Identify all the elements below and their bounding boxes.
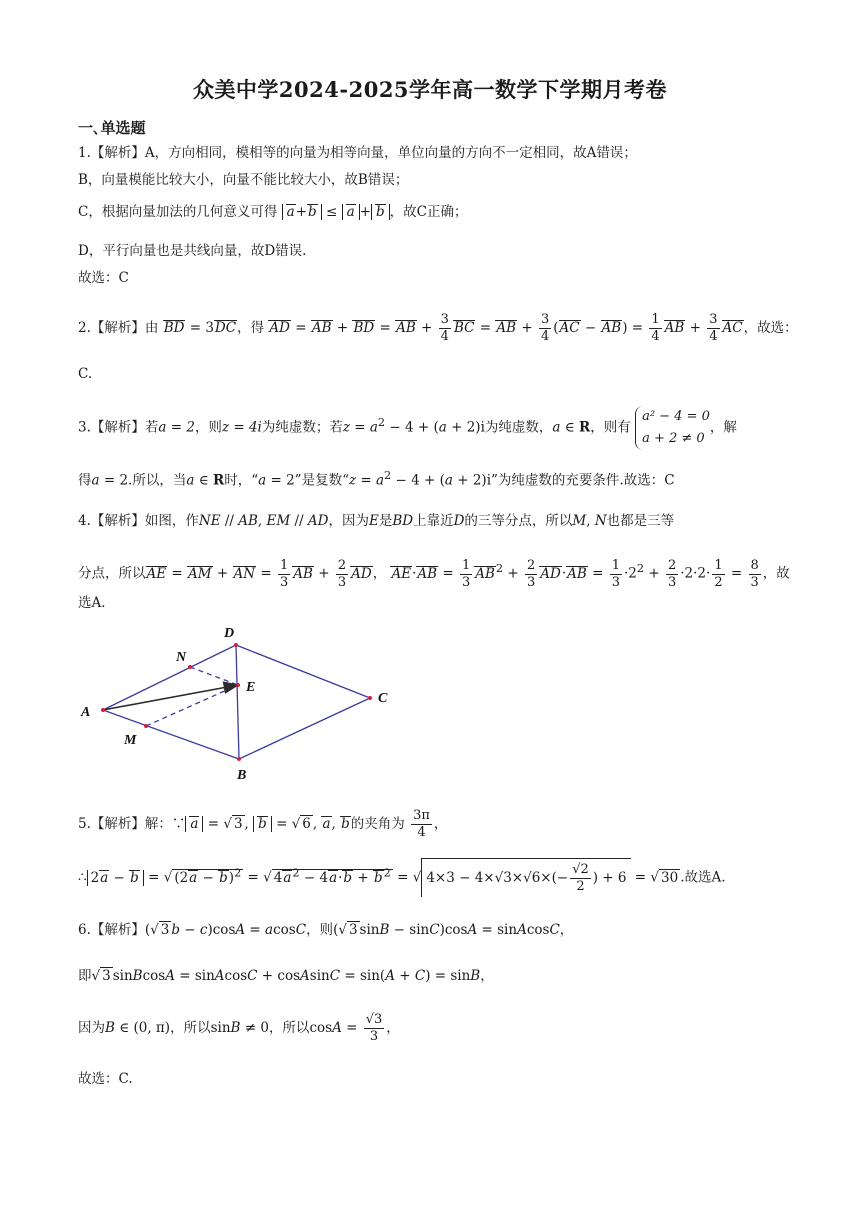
q3-line-2: 得a = 2.所以，当a ∈ R时，“a = 2”是复数“$z = a^2 - 4 + (a + 2)i$”为纯虚数的充要条件.故选：C (78, 469, 675, 489)
page-title: 众美中学2024-2025学年高一数学下学期月考卷 (192, 77, 668, 102)
q4-line-2: 分点，所以AE = AM + AN = $\frac{1}{3}$ AB + $\frac{2}{3}$ AD， AE·AB = $\frac{1}{3}$ $AB^2$ + $\frac{2}{3}$ AD·AB = $\frac{1}{3}$ $\cdot 2^2$ + $\frac{2}{3}$ ·2·2· $\frac{1}{2}$ = $\frac{8}{3}$ ，故 (78, 557, 790, 590)
q3-l2c: 时，“ (224, 472, 259, 489)
q5-line-1: 5.【解析】解：∵ a = √ 3 , b = √ 6 , a, b的夹角为 $\frac{3\pi}{4}$ ， (78, 808, 448, 840)
q3-prefix: 3.【解析】若 (78, 419, 159, 436)
q5-l1b: 的夹角为 (350, 816, 405, 832)
q2-line-1: 2.【解析】由 BD = 3DC，得 AD = AB + BD = AB + $\frac{3}{4}$ BC = AB + $\frac{3}{4}$ (AC − AB) = $\frac{1}{4}$ AB + $\frac{3}{4}$ AC，故选： (78, 312, 798, 344)
section-heading: 一､单选题 (78, 119, 146, 137)
q6-l1a: 6.【解析】 (78, 922, 145, 938)
q3-t3: 为纯虚数， (484, 419, 553, 436)
point-D (234, 643, 238, 647)
q6-l2a: 即 (78, 968, 92, 984)
edge-AD (103, 645, 236, 710)
dashed-NE (190, 667, 238, 685)
q5-l1a: 5.【解析】解： (78, 816, 172, 832)
equation-system (635, 406, 710, 450)
q2-suffix: ，故选： (743, 320, 798, 336)
point-B (237, 757, 241, 761)
q3-t4: ，则有 (590, 419, 631, 436)
q3-line-1: 3.【解析】若a = 2，则z = 4i为纯虚数；若$z = a^2 - 4 + (a + 2)i$为纯虚数，a ∈ R，则有 a² − 4 = 0 a + 2 ≠ 0 ，解 (78, 406, 784, 450)
q5-line-2: ∴ 2a − b = √ $(2a - b)^2$ = √ $4a^2 - 4a\cdot b + b^2$ = √ 4×3 − 4×√3×√6×(− $\frac{√2}{2}$ ) + 6 = √ 30 .故选A. (78, 856, 784, 897)
q4-line-3: 选A. (78, 595, 106, 611)
q4-l2a: 分点，所以 (78, 565, 146, 582)
label-C: C (378, 691, 388, 706)
q4-l1d: 上靠近 (413, 513, 454, 529)
q4-l1f: 也都是三等 (606, 513, 675, 529)
q4-l1c: 是 (378, 513, 393, 529)
geometry-figure (78, 620, 418, 780)
q3-eq2: a + 2 ≠ 0 (642, 431, 705, 446)
q1-line-1: 1.【解析】A，方向相同，模相等的向量为相等向量，单位向量的方向不一定相同，故A错误； (78, 145, 637, 161)
q2-line-2: C. (78, 366, 93, 382)
q1-line-2: B，向量模能比较大小，向量不能比较大小，故B错误； (78, 172, 409, 188)
q1-line-5: 故选：C (78, 270, 129, 286)
q3-z: z = 4i (221, 419, 262, 436)
q1-line-4: D，平行向量也是共线向量，故D错误. (78, 243, 307, 259)
point-C (368, 696, 372, 700)
edge-CB (239, 698, 370, 759)
point-M (144, 724, 148, 728)
q3-eq1: a² − 4 = 0 (642, 409, 710, 424)
q1-line-3-tail: ，故C正确； (389, 204, 468, 220)
q4-l2b: ，故 (762, 565, 790, 582)
point-A (101, 708, 105, 712)
q6-line-4: 故选：C. (78, 1071, 133, 1087)
q5-l2end: .故选A. (680, 869, 726, 886)
q3-l2b: .所以，当 (128, 472, 187, 489)
q3-t5: ，解 (709, 419, 737, 436)
vector-AE (103, 685, 238, 710)
formula: a+b (282, 204, 322, 220)
q6-l3b: ，所以 (170, 1020, 211, 1036)
q6-l1b: ，则 (306, 922, 334, 938)
q3-l2e: ”为纯虚数的充要条件.故选：C (491, 472, 675, 489)
label-N: N (176, 650, 187, 665)
q3-a: a = 2 (158, 419, 195, 436)
q4-l1: 4.【解析】如图，作 (78, 513, 199, 529)
q6-line-1: 6.【解析】(√ 3 b − c)cosA = acosC，则(√ 3 sinB − sinC)cosA = sinAcosC， (78, 922, 574, 938)
q4-l1b: ，因为 (328, 513, 369, 529)
q6-l3a: 因为 (78, 1020, 105, 1036)
q4-l1e: 的三等分点，所以 (464, 513, 573, 529)
point-E (236, 683, 240, 687)
q4-line-1: 4.【解析】如图，作NE // AB, EM // AD，因为E是BD上靠近D的三等分点，所以M, N也都是三等 (78, 513, 675, 529)
label-E: E (246, 680, 256, 695)
label-B: B (237, 768, 247, 780)
q2-mid: ，得 (237, 320, 265, 336)
label-D: D (224, 626, 235, 641)
edge-DC (236, 645, 370, 698)
q1-line-3: C，根据向量加法的几何意义可得 a+b ≤ a + b ，故C正确； (78, 204, 468, 220)
q3-l2d: ”是复数“ (294, 472, 349, 489)
q6-l3c: ，所以 (268, 1020, 310, 1036)
q3-t2: 为纯虚数；若 (261, 419, 343, 436)
q3-l2a: 得 (78, 472, 92, 489)
dashed-ME (146, 685, 238, 726)
label-A: A (81, 705, 91, 720)
q3-t1: ，则 (194, 419, 222, 436)
q6-line-2: 即√ 3 sinBcosA = sinAcosC + cosAsinC = sin(A + C) = sinB， (78, 968, 494, 984)
label-M: M (124, 733, 137, 748)
q1-line-3-text: C，根据向量加法的几何意义可得 (78, 204, 278, 220)
q2-prefix: 2.【解析】由 (78, 320, 159, 336)
point-N (188, 665, 192, 669)
edge-DB (236, 645, 239, 759)
q6-line-3: 因为B ∈ (0, π)，所以sinB ≠ 0，所以cosA = $\frac{√3}{3}$ ， (78, 1012, 400, 1044)
